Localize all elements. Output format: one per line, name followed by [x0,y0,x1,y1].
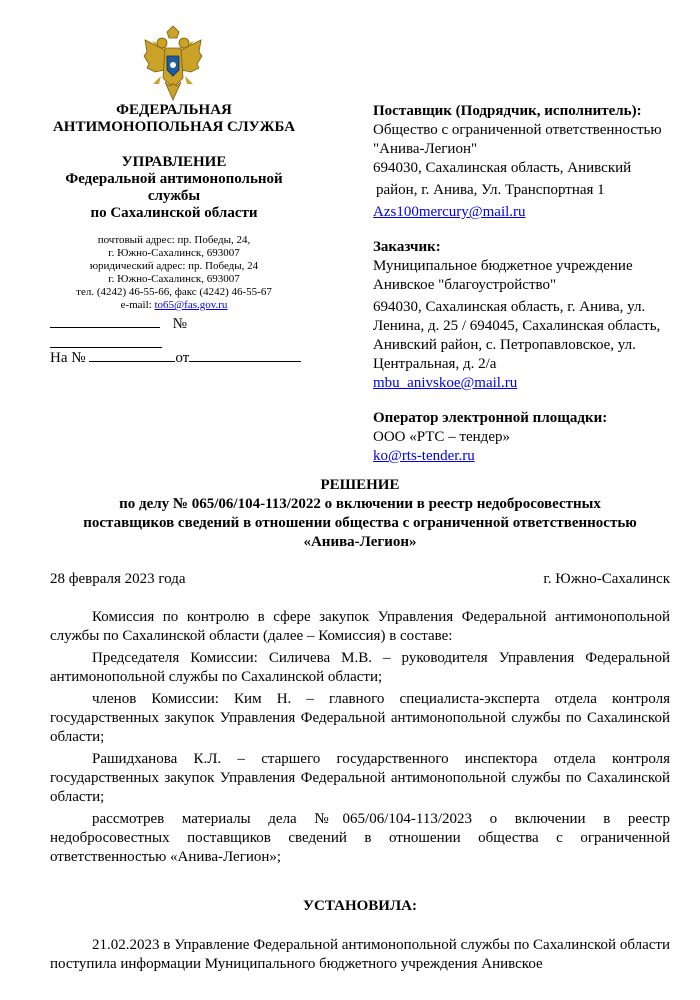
decision-body [50,608,670,870]
decision-date: 28 февраля 2023 года [50,571,186,587]
supplier-line: 694030, Сахалинская область, Анивский [373,160,632,176]
body-paragraph: рассмотрев материалы дела №065/06/104-113/2023 о включении в реестр недобросовестных поставщиков сведений в отношении общества с ограниченной ответственностью «Анива-Легион»; [50,811,670,865]
supplier-email-link[interactable]: Azs100mercury@mail.ru [373,204,526,220]
ref-date-blank [189,347,301,362]
postal-address: почтовый адрес: пр. Победы, 24, [97,234,251,246]
body-paragraph: Рашидханова К.Л. – старшего государственного инспектора отдела контроля государственных закупок Управления Федеральной антимонопольной службы по Сахалинской области; [50,751,670,805]
postal-city: г. Южно-Сахалинск, 693007 [108,247,240,259]
customer-line: Ленина, д. 25 / 694045, Сахалинская область, [373,318,661,334]
body-paragraph: Председателя Комиссии: Силичева М.В. – руководителя Управления Федеральной антимонопольной службы по Сахалинской области; [50,650,670,685]
body-paragraph: членов Комиссии: Ким Н. – главного специалиста-эксперта отдела контроля государственных закупок Управления Федеральной антимонопольной службы по Сахалинской области; [50,691,670,745]
ref-from-label: от [175,350,190,366]
customer-block [373,238,673,393]
operator-email-link[interactable]: ko@rts-tender.ru [373,448,475,464]
agency-email-line [40,299,308,312]
decision-title-block [40,476,680,552]
decision-subtitle: по делу № 065/06/104-113/2022 о включении в реестр недобросовестных [119,496,601,512]
decision-city: г. Южно-Сахалинск [543,571,670,587]
department-title: УПРАВЛЕНИЕ [121,154,227,170]
parties-block [373,102,673,482]
customer-line: Анивское "благоустройство" [373,277,557,293]
number-sign: № [172,316,187,332]
agency-header [40,102,308,312]
decision-subtitle: «Анива-Легион» [303,534,417,550]
phone-fax: тел. (4242) 46-55-66, факс (4242) 46-55-67 [76,286,272,298]
agency-name: ФЕДЕРАЛЬНАЯ [116,102,232,118]
date-blank [50,313,160,328]
section-heading: УСТАНОВИЛА: [303,898,417,914]
agency-email-link[interactable]: to65@fas.gov.ru [154,299,228,311]
supplier-block [373,102,673,222]
department-region: по Сахалинской области [90,205,258,221]
customer-line: Центральная, д. 2/а [373,356,497,372]
operator-heading: Оператор электронной площадки: [373,410,608,426]
supplier-line: Общество с ограниченной ответственностью [373,122,662,138]
supplier-line: район, г. Анива, Ул. Транспортная 1 [376,182,605,198]
operator-block [373,409,673,466]
customer-line: Муниципальное бюджетное учреждение [373,258,633,274]
customer-heading: Заказчик: [373,239,441,255]
supplier-line: "Анива-Легион" [373,141,478,157]
supplier-heading: Поставщик (Подрядчик, исполнитель): [373,103,642,119]
number-blank [50,333,162,348]
customer-email-link[interactable]: mbu_anivskoe@mail.ru [373,375,518,391]
department-name: Федеральной антимонопольной службы [65,171,283,204]
legal-city: г. Южно-Сахалинск, 693007 [108,273,240,285]
body-paragraph: Комиссия по контролю в сфере закупок Управления Федеральной антимонопольной службы по Сахалинской области (далее – Комиссия) в составе: [50,609,670,644]
reference-line [50,347,308,367]
decision-subtitle: поставщиков сведений в отношении общества с ограниченной ответственностью [83,515,637,531]
agency-name-line2: АНТИМОНОПОЛЬНАЯ СЛУЖБА [52,119,296,135]
operator-line: ООО «РТС – тендер» [373,429,510,445]
decision-title: РЕШЕНИЕ [320,477,400,493]
legal-address: юридический адрес: пр. Победы, 24 [89,260,259,272]
ref-number-blank [89,347,175,362]
customer-line: 694030, Сахалинская область, г. Анива, ул. [373,299,646,315]
customer-line: Анивский район, с. Петропавловское, ул. [373,337,636,353]
body-paragraph: 21.02.2023 в Управление Федеральной антимонопольной службы по Сахалинской области поступила информации Муниципального бюджетного учреждения Анивское [50,937,670,972]
email-label: e-mail: [120,299,155,311]
ref-label: На № [50,350,86,366]
emblem-icon [143,26,203,106]
